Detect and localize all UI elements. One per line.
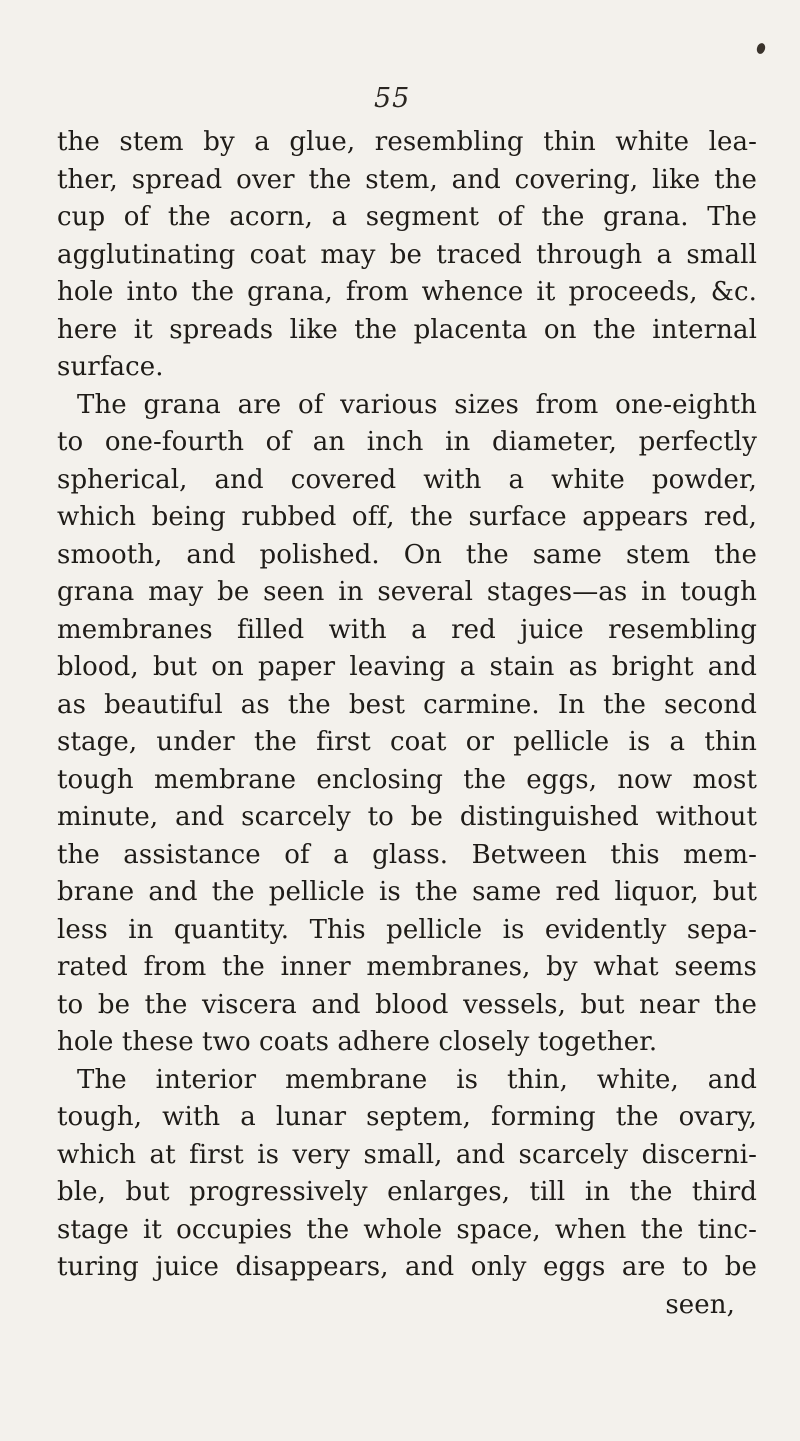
paragraph-start-line: The grana are of various sizes from one-eighth — [77, 389, 757, 420]
text-line: the assistance of a glass. Between this mem- — [57, 839, 757, 870]
text-line: minute, and scarcely to be distinguished without — [57, 802, 757, 832]
text-line: grana may be seen in several stages—as in tough — [57, 577, 757, 607]
text-line: turing juice disappears, and only eggs are to be — [57, 1252, 757, 1282]
text-line: hole into the grana, from whence it proceeds, &c. — [57, 277, 757, 307]
text-line: stage, under the first coat or pellicle is a thin — [57, 727, 757, 757]
catchword: seen, — [665, 1289, 735, 1320]
text-line: brane and the pellicle is the same red liquor, but — [57, 877, 757, 907]
page-number: 55 — [374, 83, 411, 114]
text-line: tough membrane enclosing the eggs, now most — [57, 764, 757, 795]
body-text — [57, 124, 757, 1324]
text-line: tough, with a lunar septem, forming the ovary, — [57, 1102, 757, 1132]
text-line: hole these two coats adhere closely together. — [57, 1027, 658, 1057]
text-line: spherical, and covered with a white powder, — [57, 464, 757, 495]
text-line: blood, but on paper leaving a stain as bright and — [57, 652, 757, 682]
text-line: to one-fourth of an inch in diameter, perfectly — [57, 427, 757, 457]
text-line: surface. — [57, 352, 164, 382]
text-line: the stem by a glue, resembling thin white lea- — [57, 127, 757, 157]
text-line: here it spreads like the placenta on the internal — [57, 314, 757, 345]
ink-spot — [755, 42, 766, 55]
text-line: ther, spread over the stem, and covering, like the — [57, 164, 757, 195]
text-line: which being rubbed off, the surface appears red, — [57, 502, 757, 532]
text-line: smooth, and polished. On the same stem the — [57, 539, 757, 570]
paragraph-start-line: The interior membrane is thin, white, and — [77, 1064, 757, 1095]
text-line: agglutinating coat may be traced through a small — [57, 239, 757, 270]
text-line: cup of the acorn, a segment of the grana. The — [57, 202, 757, 232]
text-line: rated from the inner membranes, by what seems — [57, 952, 757, 982]
text-line: stage it occupies the whole space, when the tinc- — [57, 1214, 757, 1245]
text-line: as beautiful as the best carmine. In the second — [57, 689, 757, 720]
text-line: less in quantity. This pellicle is evidently sepa- — [57, 914, 757, 945]
text-line: ble, but progressively enlarges, till in the third — [57, 1177, 757, 1207]
text-line: which at first is very small, and scarcely discerni- — [57, 1139, 757, 1170]
text-line: to be the viscera and blood vessels, but near the — [57, 989, 757, 1020]
text-line: membranes filled with a red juice resembling — [57, 614, 757, 645]
